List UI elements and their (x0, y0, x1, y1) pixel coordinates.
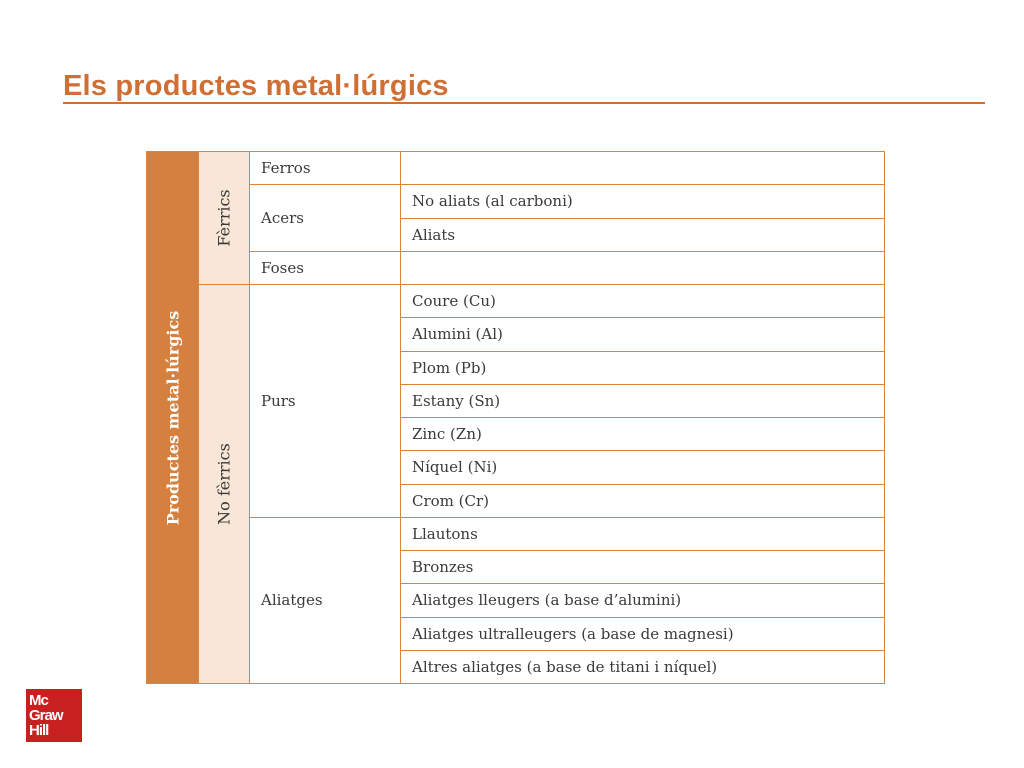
subitem-cell: Altres aliatges (a base de titani i níquel) (401, 650, 885, 683)
item-cell: Aliatges (250, 517, 401, 683)
subitem-cell: Coure (Cu) (401, 285, 885, 318)
table-row (147, 517, 885, 550)
subitem-cell: Zinc (Zn) (401, 418, 885, 451)
table-row (147, 152, 885, 185)
classification-table (146, 151, 885, 684)
subitem-cell: Aliats (401, 218, 885, 251)
group-cell-ferrics (199, 152, 250, 285)
item-cell: Acers (250, 185, 401, 252)
title-underline (63, 102, 985, 104)
root-category-cell (147, 152, 199, 684)
logo-line: Mc (29, 692, 48, 709)
logo-line: Graw (29, 707, 63, 724)
subitem-cell (401, 152, 885, 185)
mcgraw-hill-logo (26, 689, 82, 742)
slide-title: Els productes metal·lúrgics (63, 70, 449, 102)
group-label-no-ferrics: No fèrrics (214, 443, 234, 525)
subitem-cell: Aliatges lleugers (a base d’alumini) (401, 584, 885, 617)
item-cell: Foses (250, 251, 401, 284)
subitem-cell: Crom (Cr) (401, 484, 885, 517)
item-cell: Purs (250, 285, 401, 518)
subitem-cell (401, 251, 885, 284)
subitem-cell: Bronzes (401, 551, 885, 584)
subitem-cell: Llautons (401, 517, 885, 550)
item-cell: Ferros (250, 152, 401, 185)
group-label-ferrics: Fèrrics (214, 189, 234, 247)
table-row (147, 251, 885, 284)
subitem-cell: Alumini (Al) (401, 318, 885, 351)
table-row (147, 185, 885, 218)
subitem-cell: Aliatges ultralleugers (a base de magnesi) (401, 617, 885, 650)
subitem-cell: Estany (Sn) (401, 384, 885, 417)
table-row (147, 285, 885, 318)
logo-line: Hill (29, 722, 49, 739)
subitem-cell: No aliats (al carboni) (401, 185, 885, 218)
group-cell-no-ferrics (199, 285, 250, 684)
root-category-label: Productes metal·lúrgics (163, 310, 182, 525)
subitem-cell: Plom (Pb) (401, 351, 885, 384)
subitem-cell: Níquel (Ni) (401, 451, 885, 484)
